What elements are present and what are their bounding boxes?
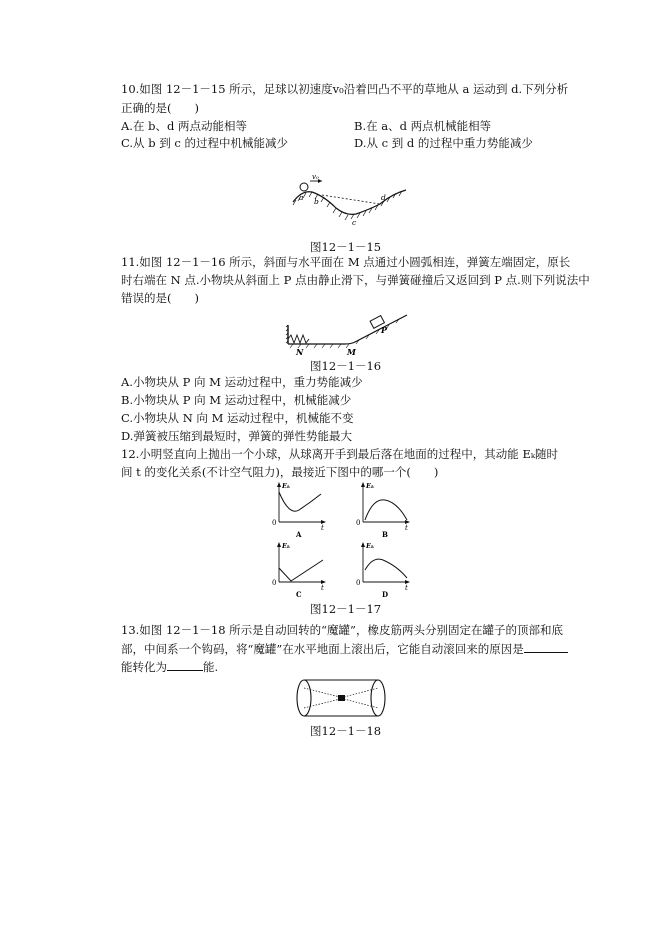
q11-option-c: C.小物块从 N 向 M 运动过程中，机械能不变 bbox=[121, 411, 354, 425]
q13-stem-line1: 13.如图 12－1－18 所示是自动回转的“魔罐”，橡皮筋两头分别固定在罐子的顶部和底 bbox=[121, 623, 563, 637]
graph-d bbox=[353, 538, 415, 600]
q10-option-d: D.从 c 到 d 的过程中重力势能减少 bbox=[354, 136, 533, 150]
graph-b-letter: B bbox=[382, 530, 388, 539]
graph-c-ylabel: Eₖ bbox=[282, 542, 291, 550]
fig15-label-d: d bbox=[381, 193, 386, 202]
fig16-label-p: P bbox=[381, 325, 388, 335]
graph-b-ylabel: Eₖ bbox=[366, 482, 375, 490]
figure-12-1-17-caption: 图12－1－17 bbox=[310, 602, 382, 616]
figure-12-1-15 bbox=[288, 170, 418, 228]
graph-a-xlabel: t bbox=[321, 524, 324, 532]
q13-stem-line3-pre: 能转化为 bbox=[121, 660, 167, 674]
fig15-label-c: c bbox=[352, 218, 357, 227]
graph-d-letter: D bbox=[382, 590, 389, 599]
fig16-label-n: N bbox=[296, 347, 304, 357]
graph-b-origin: 0 bbox=[356, 519, 361, 527]
graph-c-origin: 0 bbox=[272, 579, 277, 587]
graph-b-xlabel: t bbox=[405, 524, 408, 532]
graph-a-origin: 0 bbox=[272, 519, 277, 527]
q11-stem-line2: 时右端在 N 点.小物块从斜面上 P 点由静止滑下，与弹簧碰撞后又返回到 P 点.则下列说法中 bbox=[121, 273, 590, 287]
figure-12-1-16 bbox=[285, 309, 415, 359]
graph-c bbox=[269, 538, 331, 600]
graph-d-ylabel: Eₖ bbox=[366, 542, 375, 550]
q13-stem-line3-post: 能. bbox=[203, 660, 219, 674]
q10-stem-line1: 10.如图 12－1－15 所示，足球以初速度v₀沿着凹凸不平的草地从 a 运动到 d.下列分析 bbox=[121, 82, 569, 96]
figure-12-1-16-caption: 图12－1－16 bbox=[310, 359, 382, 373]
graph-c-letter: C bbox=[296, 590, 302, 599]
q13-stem-line2-text: 部，中间系一个钩码，将“魔罐”在水平地面上滚出后，它能自动滚回来的原因是 bbox=[121, 642, 524, 656]
q12-stem-line2: 间 t 的变化关系(不计空气阻力)，最接近下图中的哪一个( ) bbox=[121, 465, 439, 479]
q10-option-b: B.在 a、d 两点机械能相等 bbox=[354, 119, 492, 133]
figure-12-1-18-caption: 图12－1－18 bbox=[310, 724, 382, 738]
fig15-label-a: a bbox=[299, 193, 304, 202]
q10-stem-line2: 正确的是( ) bbox=[121, 101, 199, 115]
q13-answer-blank-1[interactable] bbox=[524, 640, 568, 653]
q13-stem-line3 bbox=[121, 658, 218, 675]
graph-c-xlabel: t bbox=[321, 584, 324, 592]
q13-stem-line2 bbox=[121, 640, 568, 657]
q11-stem-line3: 错误的是( ) bbox=[121, 291, 199, 305]
graph-a-ylabel: Eₖ bbox=[282, 482, 291, 490]
graph-a-letter: A bbox=[296, 530, 302, 539]
q12-stem-line1: 12.小明竖直向上抛出一个小球，从球离开手到最后落在地面的过程中，其动能 Eₖ随时 bbox=[121, 447, 559, 461]
graph-d-origin: 0 bbox=[356, 579, 361, 587]
q13-answer-blank-2[interactable] bbox=[167, 658, 203, 671]
fig15-label-v0: v₀ bbox=[312, 173, 319, 181]
fig15-label-b: b bbox=[314, 197, 319, 206]
q10-option-c: C.从 b 到 c 的过程中机械能减少 bbox=[121, 136, 288, 150]
q11-stem-line1: 11.如图 12－1－16 所示，斜面与水平面在 M 点通过小圆弧相连，弹簧左端固定，原长 bbox=[121, 255, 571, 269]
fig16-label-m: M bbox=[347, 347, 356, 357]
figure-12-1-15-caption: 图12－1－15 bbox=[310, 240, 382, 254]
figure-12-1-18 bbox=[292, 676, 392, 720]
graph-a bbox=[269, 478, 331, 540]
q11-option-b: B.小物块从 P 向 M 运动过程中，机械能减少 bbox=[121, 393, 352, 407]
q10-option-a: A.在 b、d 两点动能相等 bbox=[121, 119, 247, 133]
q11-option-a: A.小物块从 P 向 M 运动过程中，重力势能减少 bbox=[121, 375, 363, 389]
graph-b bbox=[353, 478, 415, 540]
graph-d-xlabel: t bbox=[405, 584, 408, 592]
q11-option-d: D.弹簧被压缩到最短时，弹簧的弹性势能最大 bbox=[121, 429, 352, 443]
